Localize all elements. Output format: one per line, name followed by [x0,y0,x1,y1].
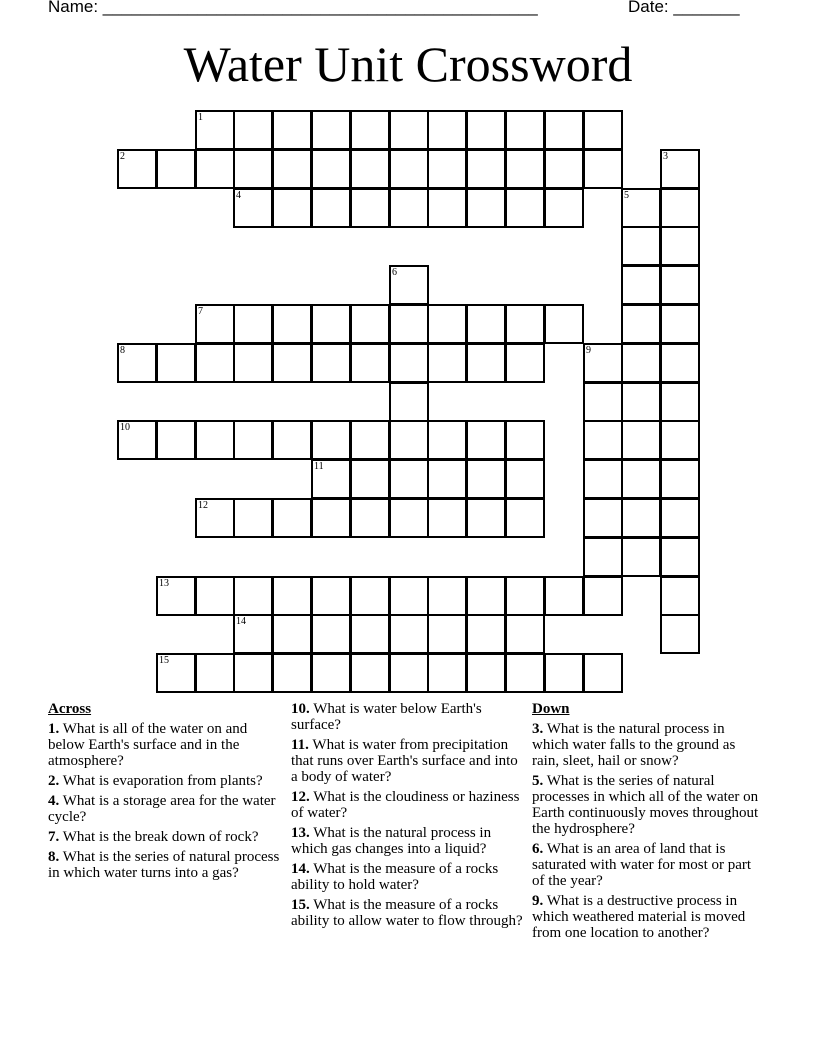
crossword-cell[interactable] [427,304,467,344]
clue-number: 14. [291,861,310,877]
crossword-cell[interactable] [427,188,467,228]
crossword-cell[interactable] [350,110,390,150]
clue-text: What is a destructive process in which weathered material is moved from one location to another? [532,893,746,941]
clue-down-9 [532,893,764,941]
crossword-cell[interactable] [233,343,273,383]
crossword-cell[interactable] [350,188,390,228]
crossword-cell[interactable] [583,537,623,577]
crossword-cell[interactable] [272,149,312,189]
crossword-cell[interactable] [156,343,196,383]
clue-text: What is the measure of a rocks ability to allow water to flow through? [291,897,523,929]
cell-number: 14 [236,616,246,627]
clue-text: What is water from precipitation that runs over Earth's surface and into a body of water? [291,737,518,785]
crossword-cell[interactable] [621,498,661,538]
clue-text: What is a storage area for the water cycle? [48,793,276,825]
crossword-cell[interactable] [195,304,235,344]
clue-number: 1. [48,721,60,737]
crossword-cell[interactable] [233,188,273,228]
page-title: Water Unit Crossword [183,36,633,92]
crossword-cell[interactable] [272,653,312,693]
clue-down-5 [532,773,764,837]
crossword-cell[interactable] [233,614,273,654]
crossword-cell[interactable] [117,420,157,460]
crossword-cell[interactable] [311,149,351,189]
crossword-cell[interactable] [311,420,351,460]
crossword-cell[interactable] [389,498,429,538]
crossword-cell[interactable] [350,498,390,538]
crossword-cell[interactable] [389,653,429,693]
crossword-cell[interactable] [272,498,312,538]
crossword-cell[interactable] [583,576,623,616]
crossword-cell[interactable] [350,614,390,654]
crossword-cell[interactable] [466,420,506,460]
crossword-cell[interactable] [195,576,235,616]
crossword-cell[interactable] [621,382,661,422]
clue-text: What is the series of natural processes in which all of the water on Earth continuously moves throughout the hydrosphere? [532,773,759,837]
clue-number: 15. [291,897,310,913]
crossword-cell[interactable] [350,149,390,189]
crossword-cell[interactable] [427,110,467,150]
cell-number: 13 [159,578,169,589]
cell-number: 10 [120,422,130,433]
crossword-cell[interactable] [233,420,273,460]
crossword-cell[interactable] [389,265,429,305]
clue-number: 13. [291,825,310,841]
crossword-cell[interactable] [660,304,700,344]
crossword-cell[interactable] [272,343,312,383]
crossword-cell[interactable] [621,537,661,577]
crossword-cell[interactable] [505,110,545,150]
crossword-cell[interactable] [195,653,235,693]
crossword-cell[interactable] [350,459,390,499]
crossword-cell[interactable] [195,110,235,150]
crossword-cell[interactable] [195,498,235,538]
crossword-cell[interactable] [389,304,429,344]
clue-across-7 [48,829,280,845]
clue-text: What is the natural process in which gas changes into a liquid? [291,825,492,857]
crossword-cell[interactable] [117,343,157,383]
date-field-label[interactable]: Date: _______ [628,0,740,16]
crossword-cell[interactable] [621,188,661,228]
crossword-cell[interactable] [505,576,545,616]
clue-down-6 [532,841,764,889]
clue-across-2 [48,773,280,789]
crossword-cell[interactable] [272,188,312,228]
crossword-cell[interactable] [233,304,273,344]
cell-number: 15 [159,655,169,666]
crossword-cell[interactable] [350,343,390,383]
cell-number: 2 [120,151,125,162]
crossword-cell[interactable] [621,226,661,266]
clue-across-15 [291,897,523,929]
crossword-cell[interactable] [233,149,273,189]
across-heading: Across [48,701,92,717]
crossword-cell[interactable] [466,149,506,189]
crossword-cell[interactable] [621,343,661,383]
crossword-cell[interactable] [156,420,196,460]
crossword-cell[interactable] [466,110,506,150]
crossword-cell[interactable] [389,382,429,422]
crossword-cell[interactable] [156,576,196,616]
crossword-cell[interactable] [660,459,700,499]
crossword-cell[interactable] [311,304,351,344]
clue-text: What is an area of land that is saturated with water for most or part of the year? [532,841,752,889]
crossword-cell[interactable] [660,498,700,538]
crossword-cell[interactable] [350,576,390,616]
crossword-cell[interactable] [272,304,312,344]
clue-number: 2. [48,773,60,789]
crossword-cell[interactable] [660,537,700,577]
clue-text: What is water below Earth's surface? [291,701,482,733]
crossword-cell[interactable] [272,110,312,150]
crossword-cell[interactable] [466,304,506,344]
crossword-cell[interactable] [660,382,700,422]
clue-number: 3. [532,721,544,737]
crossword-cell[interactable] [389,459,429,499]
crossword-cell[interactable] [311,614,351,654]
crossword-cell[interactable] [583,149,623,189]
clue-across-14 [291,861,523,893]
crossword-cell[interactable] [311,110,351,150]
crossword-cell[interactable] [583,498,623,538]
clue-text: What is the natural process in which water falls to the ground as rain, sleet, hail or snow? [532,721,736,769]
clue-across-4 [48,793,280,825]
name-field-label[interactable]: Name: ______________________________________________ [48,0,538,16]
clue-text: What is the series of natural process in which water turns into a gas? [48,849,280,881]
crossword-cell[interactable] [311,188,351,228]
cell-number: 5 [624,190,629,201]
crossword-cell[interactable] [311,459,351,499]
crossword-cell[interactable] [621,265,661,305]
crossword-cell[interactable] [311,343,351,383]
crossword-cell[interactable] [660,614,700,654]
cell-number: 9 [586,345,591,356]
cell-number: 4 [236,190,241,201]
crossword-cell[interactable] [272,576,312,616]
crossword-cell[interactable] [156,653,196,693]
clue-text: What is all of the water on and below Earth's surface and in the atmosphere? [48,721,248,769]
clue-across-11 [291,737,523,785]
crossword-cell[interactable] [583,459,623,499]
crossword-cell[interactable] [233,110,273,150]
clue-across-12 [291,789,523,821]
crossword-cell[interactable] [389,110,429,150]
clue-across-13 [291,825,523,857]
cell-number: 6 [392,267,397,278]
crossword-cell[interactable] [466,653,506,693]
clue-number: 4. [48,793,60,809]
clue-across-8 [48,849,280,881]
crossword-cell[interactable] [350,420,390,460]
clue-across-1 [48,721,280,769]
crossword-cell[interactable] [272,420,312,460]
crossword-cell[interactable] [195,149,235,189]
crossword-cell[interactable] [660,265,700,305]
crossword-cell[interactable] [621,459,661,499]
crossword-cell[interactable] [466,459,506,499]
crossword-cell[interactable] [350,304,390,344]
down-heading: Down [532,701,570,717]
crossword-cell[interactable] [544,653,584,693]
clue-text: What is the measure of a rocks ability to hold water? [291,861,499,893]
crossword-cell[interactable] [466,576,506,616]
across-clues-continued [291,701,523,933]
cell-number: 8 [120,345,125,356]
clue-number: 10. [291,701,310,717]
crossword-cell[interactable] [505,459,545,499]
crossword-cell[interactable] [389,420,429,460]
crossword-cell[interactable] [389,343,429,383]
crossword-cell[interactable] [505,498,545,538]
crossword-cell[interactable] [505,188,545,228]
crossword-cell[interactable] [389,188,429,228]
crossword-cell[interactable] [583,110,623,150]
crossword-cell[interactable] [544,149,584,189]
crossword-cell[interactable] [466,343,506,383]
crossword-cell[interactable] [505,420,545,460]
crossword-cell[interactable] [505,343,545,383]
crossword-cell[interactable] [427,576,467,616]
clue-number: 7. [48,829,60,845]
clue-down-3 [532,721,764,769]
crossword-cell[interactable] [660,343,700,383]
crossword-cell[interactable] [117,149,157,189]
cell-number: 3 [663,151,668,162]
crossword-cell[interactable] [427,420,467,460]
down-clues-column [532,701,764,945]
crossword-cell[interactable] [660,576,700,616]
crossword-cell[interactable] [233,653,273,693]
crossword-cell[interactable] [505,653,545,693]
clue-text: What is the break down of rock? [62,829,259,845]
clue-text: What is the cloudiness or haziness of water? [291,789,520,821]
crossword-cell[interactable] [195,343,235,383]
crossword-cell[interactable] [156,149,196,189]
cell-number: 1 [198,112,203,123]
crossword-cell[interactable] [427,653,467,693]
clue-number: 9. [532,893,544,909]
crossword-cell[interactable] [389,614,429,654]
crossword-cell[interactable] [583,382,623,422]
clue-across-10 [291,701,523,733]
crossword-cell[interactable] [544,110,584,150]
clue-number: 11. [291,737,309,753]
clue-number: 8. [48,849,60,865]
crossword-cell[interactable] [544,576,584,616]
clue-text: What is evaporation from plants? [62,773,263,789]
clue-number: 5. [532,773,544,789]
crossword-cell[interactable] [660,149,700,189]
crossword-cell[interactable] [660,420,700,460]
crossword-cell[interactable] [427,343,467,383]
crossword-cell[interactable] [311,576,351,616]
crossword-cell[interactable] [389,576,429,616]
crossword-cell[interactable] [583,343,623,383]
clue-number: 12. [291,789,310,805]
crossword-cell[interactable] [466,614,506,654]
crossword-cell[interactable] [583,420,623,460]
crossword-cell[interactable] [427,459,467,499]
crossword-cell[interactable] [427,614,467,654]
crossword-cell[interactable] [621,304,661,344]
crossword-cell[interactable] [660,226,700,266]
cell-number: 7 [198,306,203,317]
crossword-cell[interactable] [350,653,390,693]
crossword-cell[interactable] [389,149,429,189]
crossword-cell[interactable] [233,576,273,616]
crossword-cell[interactable] [311,498,351,538]
cell-number: 11 [314,461,324,472]
header [48,0,768,19]
crossword-cell[interactable] [311,653,351,693]
crossword-cell[interactable] [505,149,545,189]
crossword-cell[interactable] [660,188,700,228]
crossword-cell[interactable] [544,188,584,228]
crossword-cell[interactable] [272,614,312,654]
clue-number: 6. [532,841,544,857]
crossword-cell[interactable] [466,498,506,538]
crossword-cell[interactable] [583,653,623,693]
crossword-cell[interactable] [233,498,273,538]
crossword-cell[interactable] [505,304,545,344]
crossword-cell[interactable] [621,420,661,460]
crossword-cell[interactable] [505,614,545,654]
crossword-cell[interactable] [427,149,467,189]
across-clues-column [48,701,280,885]
crossword-cell[interactable] [544,304,584,344]
crossword-cell[interactable] [466,188,506,228]
crossword-cell[interactable] [195,420,235,460]
cell-number: 12 [198,500,208,511]
crossword-cell[interactable] [427,498,467,538]
